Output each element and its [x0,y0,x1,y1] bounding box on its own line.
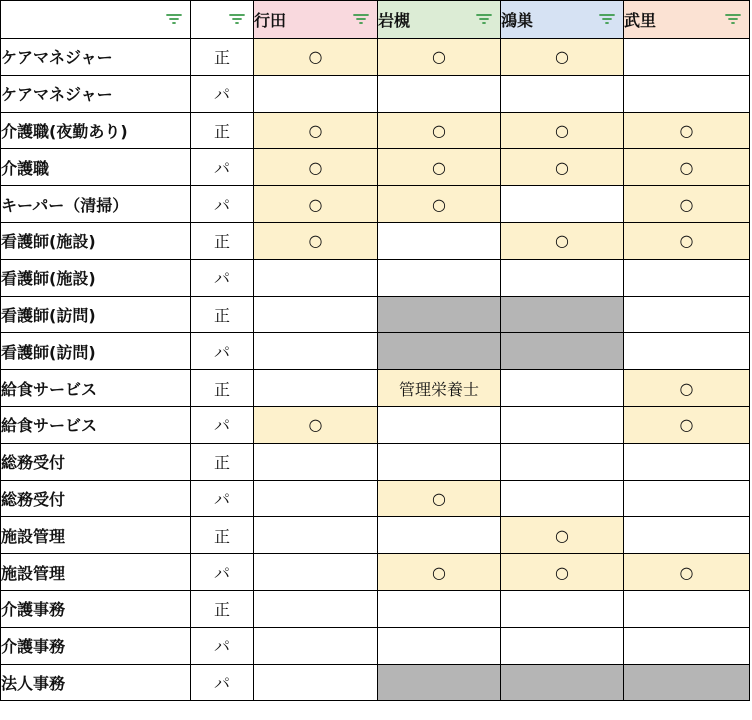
availability-cell[interactable]: ○ [624,554,750,591]
role-cell[interactable]: 総務受付 [1,480,191,517]
table-row [1,554,750,591]
employment-type-cell[interactable]: パ [191,406,254,443]
availability-cell[interactable]: ○ [501,39,624,76]
filter-dropdown-button[interactable] [227,11,247,27]
filter-dropdown-button[interactable] [351,11,371,27]
availability-cell[interactable] [378,333,501,370]
availability-cell[interactable] [501,590,624,627]
header-label-konosu: 鴻巣 [501,11,534,30]
availability-cell[interactable]: ○ [501,112,624,149]
availability-cell[interactable]: ○ [378,112,501,149]
role-cell[interactable]: 看護師(施設) [1,222,191,259]
availability-cell[interactable]: ○ [254,222,378,259]
availability-cell[interactable] [254,75,378,112]
table-row [1,406,750,443]
availability-cell[interactable] [501,75,624,112]
availability-cell[interactable]: ○ [501,222,624,259]
table-row [1,627,750,664]
availability-cell[interactable] [624,664,750,701]
availability-cell[interactable] [624,517,750,554]
availability-cell[interactable] [624,443,750,480]
availability-cell[interactable] [254,333,378,370]
availability-cell[interactable] [624,259,750,296]
employment-type-cell[interactable]: 正 [191,296,254,333]
table-row [1,443,750,480]
table-row [1,296,750,333]
availability-cell[interactable] [501,443,624,480]
filter-dropdown-button[interactable] [164,11,184,27]
availability-cell[interactable] [254,590,378,627]
availability-cell[interactable] [378,222,501,259]
filter-icon [474,11,494,27]
employment-type-cell[interactable]: パ [191,664,254,701]
role-cell[interactable]: 給食サービス [1,406,191,443]
role-cell[interactable]: 施設管理 [1,554,191,591]
filter-dropdown-button[interactable] [597,11,617,27]
table-row [1,333,750,370]
filter-dropdown-button[interactable] [474,11,494,27]
filter-icon [351,11,371,27]
role-cell[interactable]: 介護職(夜勤あり) [1,112,191,149]
header-label-musashi: 武里 [624,11,657,30]
availability-cell[interactable]: ○ [254,112,378,149]
header-label-gyoda: 行田 [254,11,287,30]
table-row [1,480,750,517]
employment-type-cell[interactable]: 正 [191,112,254,149]
availability-cell[interactable] [378,75,501,112]
availability-cell[interactable] [501,480,624,517]
header-cell-type [191,1,254,39]
availability-cell[interactable] [254,627,378,664]
availability-cell[interactable]: 管理栄養士 [378,370,501,407]
availability-cell[interactable]: ○ [378,149,501,186]
header-cell-role [1,1,191,39]
availability-cell[interactable] [501,186,624,223]
availability-cell[interactable]: ○ [501,149,624,186]
header-row [1,1,750,39]
availability-cell[interactable] [378,590,501,627]
availability-cell[interactable]: ○ [624,112,750,149]
table-row [1,112,750,149]
role-cell[interactable]: 看護師(訪問) [1,333,191,370]
availability-cell[interactable] [378,627,501,664]
availability-cell[interactable] [254,259,378,296]
employment-type-cell[interactable]: 正 [191,222,254,259]
table-row [1,259,750,296]
availability-cell[interactable]: ○ [378,186,501,223]
availability-cell[interactable]: ○ [378,554,501,591]
availability-cell[interactable] [254,517,378,554]
availability-cell[interactable]: ○ [378,480,501,517]
availability-cell[interactable] [378,517,501,554]
employment-type-cell[interactable]: 正 [191,370,254,407]
availability-cell[interactable]: ○ [254,149,378,186]
role-cell[interactable]: キーパー（清掃） [1,186,191,223]
availability-cell[interactable]: ○ [254,186,378,223]
role-cell[interactable]: 給食サービス [1,370,191,407]
availability-cell[interactable]: ○ [624,222,750,259]
employment-type-cell[interactable]: パ [191,333,254,370]
header-label-iwatsuki: 岩槻 [378,11,411,30]
availability-cell[interactable] [501,406,624,443]
header-cell-musashi [624,1,750,39]
availability-cell[interactable] [378,664,501,701]
availability-cell[interactable] [624,627,750,664]
availability-cell[interactable]: ○ [254,39,378,76]
availability-cell[interactable] [378,406,501,443]
table-row [1,664,750,701]
employment-type-cell[interactable]: 正 [191,443,254,480]
availability-cell[interactable] [501,627,624,664]
employment-type-cell[interactable]: パ [191,259,254,296]
table-row [1,517,750,554]
availability-cell[interactable] [254,554,378,591]
availability-cell[interactable]: ○ [624,370,750,407]
role-cell[interactable]: 施設管理 [1,517,191,554]
availability-cell[interactable]: ○ [501,517,624,554]
filter-icon [723,11,743,27]
availability-cell[interactable]: ○ [501,554,624,591]
availability-cell[interactable] [501,664,624,701]
employment-type-cell[interactable]: 正 [191,590,254,627]
role-cell[interactable]: 総務受付 [1,443,191,480]
availability-cell[interactable]: ○ [624,149,750,186]
table-row [1,39,750,76]
availability-cell[interactable] [624,296,750,333]
role-cell[interactable]: 介護職 [1,149,191,186]
employment-type-cell[interactable]: 正 [191,39,254,76]
header-cell-konosu [501,1,624,39]
table-row [1,590,750,627]
availability-cell[interactable] [624,333,750,370]
role-cell[interactable]: ケアマネジャー [1,39,191,76]
role-cell[interactable]: 法人事務 [1,664,191,701]
role-cell[interactable]: 看護師(訪問) [1,296,191,333]
availability-cell[interactable] [254,443,378,480]
availability-cell[interactable]: ○ [624,186,750,223]
availability-cell[interactable] [378,443,501,480]
table-row [1,370,750,407]
availability-cell[interactable] [378,296,501,333]
availability-cell[interactable] [624,590,750,627]
table-body [1,39,750,701]
filter-icon [164,11,184,27]
filter-icon [227,11,247,27]
availability-cell[interactable] [624,480,750,517]
role-cell[interactable]: 介護事務 [1,627,191,664]
header-cell-iwatsuki [378,1,501,39]
availability-cell[interactable]: ○ [624,406,750,443]
employment-type-cell[interactable]: パ [191,627,254,664]
availability-cell[interactable] [501,296,624,333]
availability-cell[interactable] [254,480,378,517]
availability-cell[interactable] [501,370,624,407]
employment-type-cell[interactable]: パ [191,75,254,112]
employment-type-cell[interactable]: 正 [191,517,254,554]
availability-cell[interactable] [254,296,378,333]
availability-cell[interactable] [624,39,750,76]
availability-cell[interactable]: ○ [254,406,378,443]
availability-cell[interactable] [254,664,378,701]
employment-type-cell[interactable]: パ [191,149,254,186]
availability-cell[interactable]: ○ [378,39,501,76]
role-cell[interactable]: ケアマネジャー [1,75,191,112]
availability-cell[interactable] [378,259,501,296]
table-row [1,222,750,259]
role-cell[interactable]: 介護事務 [1,590,191,627]
header-cell-gyoda [254,1,378,39]
availability-cell[interactable] [624,75,750,112]
table-row [1,75,750,112]
table-row [1,149,750,186]
filter-dropdown-button[interactable] [723,11,743,27]
employment-type-cell[interactable]: パ [191,186,254,223]
table-row [1,186,750,223]
role-cell[interactable]: 看護師(施設) [1,259,191,296]
availability-cell[interactable] [254,370,378,407]
filter-icon [597,11,617,27]
availability-cell[interactable] [501,333,624,370]
availability-cell[interactable] [501,259,624,296]
employment-type-cell[interactable]: パ [191,480,254,517]
employment-type-cell[interactable]: パ [191,554,254,591]
